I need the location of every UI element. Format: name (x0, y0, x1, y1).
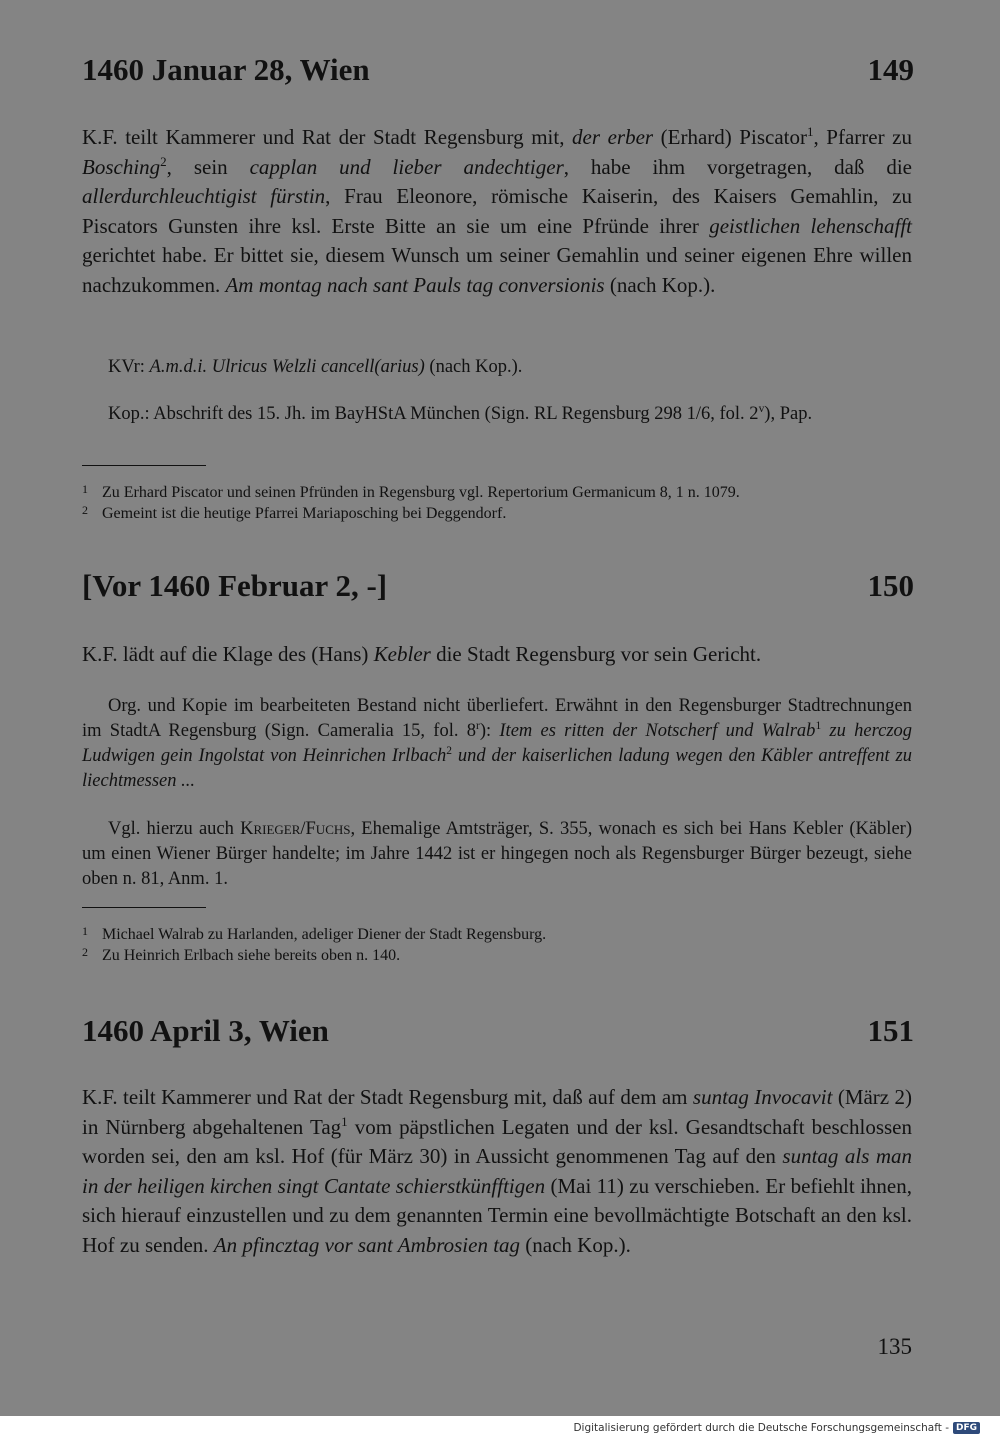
page-number: 135 (877, 1334, 912, 1359)
entry-149-heading (82, 52, 914, 88)
italic-quote: suntag Invocavit (692, 1085, 833, 1109)
footnote-marker: 1 (806, 124, 814, 139)
italic-quote: allerdurchleuchtigist fürstin (82, 184, 326, 208)
entry-title: 1460 April 3, Wien (82, 1013, 329, 1048)
entry-149-footnote-1: 1 Zu Erhard Piscator und seinen Pfründen in Regensburg vgl. Repertorium Germanicum 8, 1 n. 1079. (82, 482, 740, 501)
entry-150-footnote-1: 1 Michael Walrab zu Harlanden, adeliger Diener der Stadt Regensburg. (82, 924, 547, 943)
italic-quote: geistlichen lehenschafft (709, 213, 912, 238)
italic-quote: An pfincztag vor sant Ambrosien tag (213, 1232, 521, 1257)
entry-150-transmission-note (82, 694, 912, 794)
footnote-divider (82, 907, 206, 908)
text-run: ): (479, 721, 500, 741)
entry-149-regest (82, 123, 912, 300)
text-run: K.F. lädt auf die Klage des (Hans) (82, 642, 374, 666)
italic-quote: Kebler (373, 642, 431, 666)
footnote-marker: v (758, 402, 765, 415)
text-run: , habe ihm vorgetragen, daß die (563, 154, 912, 179)
entry-149-kvr-note (82, 355, 912, 380)
italic-quote: A.m.d.i. Ulricus Welzli cancell(arius) (149, 357, 425, 377)
text-run: , Ehemalige Amtsträger, S. 355, wonach es sich bei Hans Kebler (Käbler) um einen Wiener Bürger handelte; im Jahre 1442 ist er hingegen noch als Regensburger Bürger bezeugt, siehe oben n. 81, Anm. 1. (82, 819, 912, 889)
entry-number: 150 (867, 568, 914, 603)
italic-quote: Bosching (82, 154, 161, 179)
entry-title: [Vor 1460 Februar 2, -] (82, 568, 388, 603)
entry-151-regest (82, 1083, 912, 1260)
entry-149-footnote-2: 2 Gemeint ist die heutige Pfarrei Mariaposching bei Deggendorf. (82, 503, 507, 522)
entry-149-copy-note (82, 402, 912, 427)
footnote-marker: 1 (341, 1113, 348, 1129)
italic-quote: suntag als man in der heiligen kirchen singt Cantate schierstkünfftigen (82, 1144, 912, 1198)
italic-quote: Item es ritten der Notscherf und Walrab (499, 721, 816, 741)
text-run: (nach Kop.). (604, 272, 716, 297)
italic-quote: und der kaiserlichen ladung wegen den Käbler antreffent zu liechtmessen ... (82, 746, 912, 791)
text-run: (März 2) in Nürnberg abgehaltenen Tag (82, 1085, 913, 1139)
digitization-footer (0, 1416, 1000, 1439)
text-run: ), Pap. (764, 404, 813, 424)
text-run: Kop.: Abschrift des 15. Jh. im BayHStA München (Sign. RL Regensburg 298 1/6, fol. 2 (108, 404, 759, 424)
text-run: KVr: (108, 357, 150, 377)
footnote-marker: 2 (446, 744, 453, 757)
entry-150-reference-note (82, 817, 912, 892)
text-run: , sein (166, 154, 250, 179)
dfg-logo: DFG (953, 1422, 980, 1434)
italic-quote: zu herczog Ludwigen gein Ingolstat von Heinrichen Irlbach (82, 721, 913, 766)
italic-quote: der erber (572, 125, 654, 149)
footnote-marker: 2 (160, 153, 167, 169)
text-run: K.F. teilt Kammerer und Rat der Stadt Regensburg mit, (82, 125, 573, 149)
text-run: (nach Kop.). (520, 1232, 631, 1257)
italic-quote: Am montag nach sant Pauls tag conversionis (225, 272, 605, 297)
text-run: , Frau Eleonore, römische Kaiserin, des Kaisers Gemahlin, zu Piscators Gunsten ihre ksl. Erste Bitte an sie um eine Pfründe ihrer (82, 184, 913, 238)
entry-150-footnote-2: 2 Zu Heinrich Erlbach siehe bereits oben n. 140. (82, 945, 401, 964)
text-run: K.F. teilt Kammerer und Rat der Stadt Regensburg mit, daß auf dem am (82, 1085, 693, 1109)
italic-quote: capplan und lieber andechtiger (249, 154, 564, 179)
footnote-divider (82, 465, 206, 466)
text-run: (nach Kop.). (424, 357, 523, 377)
entry-number: 151 (867, 1013, 914, 1048)
footnote-marker: 1 (815, 719, 822, 732)
footnote-marker: r (476, 719, 480, 732)
text-run: Org. und Kopie im bearbeiteten Bestand nicht überliefert. Erwähnt in den Regensburger Stadtrechnungen im StadtA Regensburg (Sign. Cameralia 15, fol. 8 (82, 696, 912, 741)
text-run: vom päpstlichen Legaten und der ksl. Gesandtschaft beschlossen worden sei, den am ksl. Hof (für März 30) in Aussicht genommenen Tag auf den (82, 1114, 912, 1168)
entry-150-regest (82, 640, 912, 670)
entry-number: 149 (867, 52, 914, 87)
text-run: die Stadt Regensburg vor sein Gericht. (430, 642, 762, 666)
text-run: (Erhard) Piscator (653, 125, 807, 149)
entry-151-heading (82, 1013, 914, 1049)
text-run: (Mai 11) zu verschieben. Er befiehlt ihnen, sich hierauf einzustellen und zu dem genannten Termin eine bevollmächtigte Botschaft an den ksl. Hof zu senden. (82, 1173, 912, 1257)
text-run: gerichtet habe. Er bittet sie, diesem Wunsch um seiner Gemahlin und seiner eigenen Ehre willen nachzukommen. (82, 243, 912, 297)
text-run: , Pfarrer zu (813, 125, 912, 149)
footer-credit: Digitalisierung gefördert durch die Deutsche Forschungsgemeinschaft - (573, 1421, 949, 1434)
text-run: Vgl. hierzu auch (108, 819, 241, 839)
text-run: Krieger/Fuchs (240, 819, 351, 839)
entry-title: 1460 Januar 28, Wien (82, 52, 370, 87)
entry-150-heading (82, 568, 914, 604)
